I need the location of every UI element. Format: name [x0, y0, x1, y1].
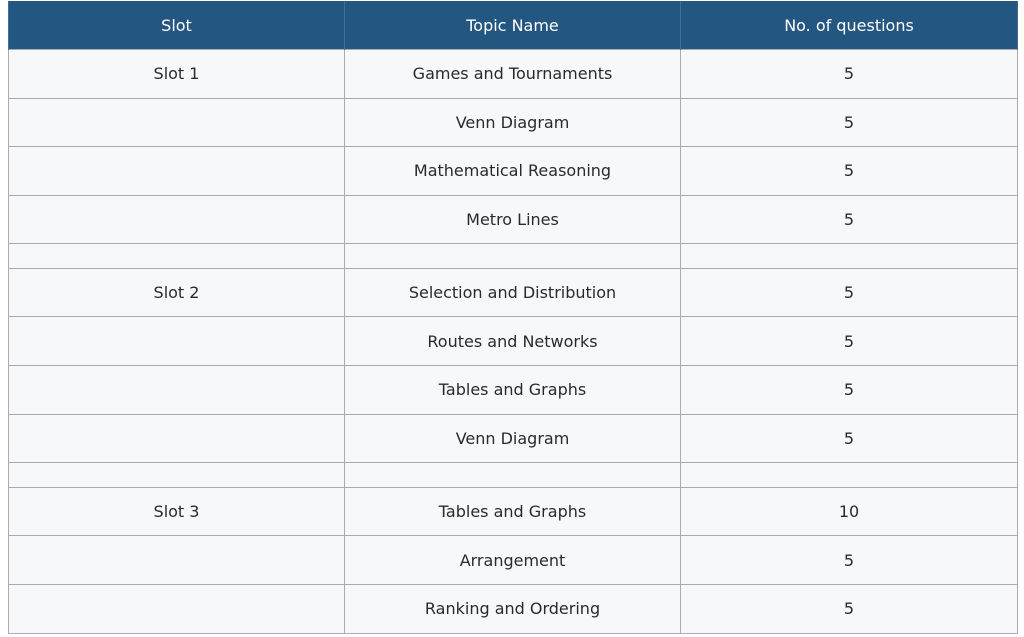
cell-count: 5 [681, 536, 1018, 585]
cell-count: 5 [681, 366, 1018, 415]
table-row [9, 414, 1018, 463]
cell-slot [9, 98, 345, 147]
cell-topic: Mathematical Reasoning [345, 147, 681, 196]
cell-count: 5 [681, 414, 1018, 463]
cell-slot [9, 536, 345, 585]
cell-count: 5 [681, 268, 1018, 317]
cell-slot [9, 366, 345, 415]
cell-topic: Venn Diagram [345, 98, 681, 147]
cell-slot [9, 317, 345, 366]
table-row [9, 317, 1018, 366]
header-question-count: No. of questions [681, 1, 1018, 50]
cell-topic: Selection and Distribution [345, 268, 681, 317]
cell-slot [9, 195, 345, 244]
cell-topic: Ranking and Ordering [345, 584, 681, 633]
cell-slot: Slot 3 [9, 487, 345, 536]
cell-count: 5 [681, 147, 1018, 196]
header-slot: Slot [9, 1, 345, 50]
slot-topic-table [8, 1, 1018, 634]
table-row [9, 195, 1018, 244]
slot-topic-table-container [8, 1, 1017, 634]
cell-topic: Tables and Graphs [345, 366, 681, 415]
table-row [9, 366, 1018, 415]
table-row [9, 268, 1018, 317]
cell-slot [9, 463, 345, 488]
table-row [9, 50, 1018, 99]
table-header [9, 1, 1018, 50]
cell-topic [345, 244, 681, 269]
cell-count [681, 244, 1018, 269]
header-topic-name: Topic Name [345, 1, 681, 50]
cell-slot: Slot 1 [9, 50, 345, 99]
header-row [9, 1, 1018, 50]
cell-topic: Tables and Graphs [345, 487, 681, 536]
cell-count: 5 [681, 98, 1018, 147]
cell-slot [9, 147, 345, 196]
table-row [9, 536, 1018, 585]
cell-count: 5 [681, 195, 1018, 244]
table-row [9, 584, 1018, 633]
table-row [9, 98, 1018, 147]
cell-topic: Arrangement [345, 536, 681, 585]
table-row [9, 487, 1018, 536]
cell-slot: Slot 2 [9, 268, 345, 317]
cell-slot [9, 244, 345, 269]
cell-slot [9, 584, 345, 633]
cell-count: 5 [681, 50, 1018, 99]
table-body [9, 50, 1018, 634]
cell-topic: Metro Lines [345, 195, 681, 244]
cell-topic: Routes and Networks [345, 317, 681, 366]
cell-topic: Games and Tournaments [345, 50, 681, 99]
table-spacer-row [9, 244, 1018, 269]
table-spacer-row [9, 463, 1018, 488]
cell-topic: Venn Diagram [345, 414, 681, 463]
cell-topic [345, 463, 681, 488]
table-row [9, 147, 1018, 196]
cell-count: 5 [681, 317, 1018, 366]
cell-count [681, 463, 1018, 488]
cell-count: 5 [681, 584, 1018, 633]
cell-count: 10 [681, 487, 1018, 536]
cell-slot [9, 414, 345, 463]
